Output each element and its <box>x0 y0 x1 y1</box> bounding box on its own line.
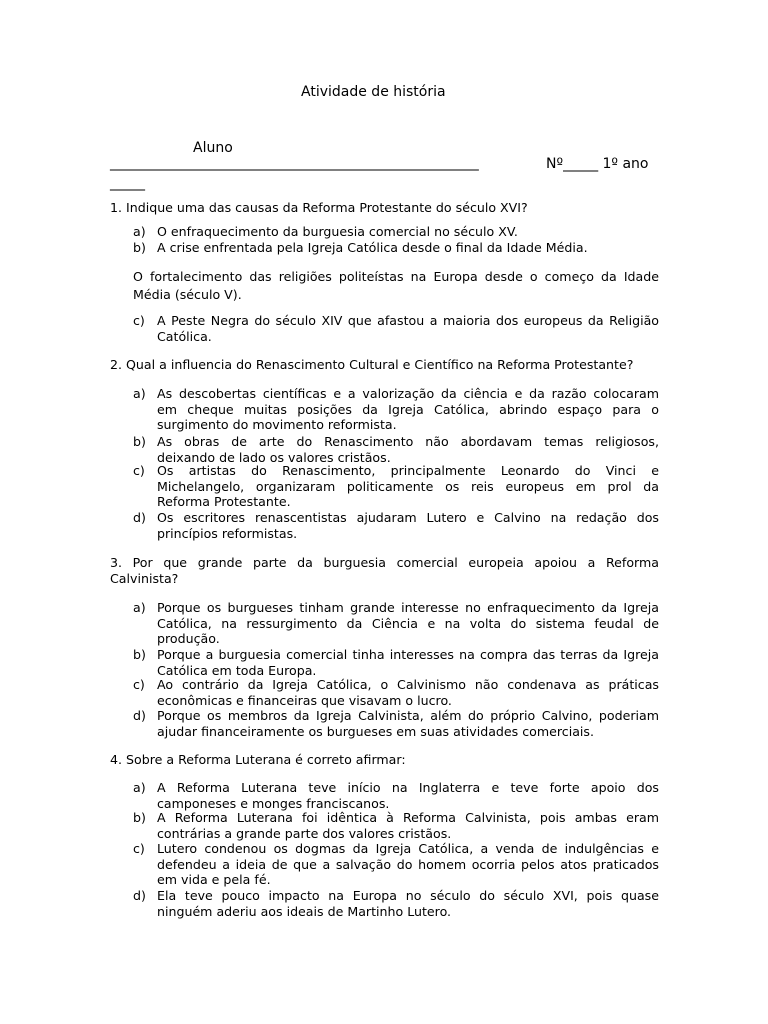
question-1: 1. Indique uma das causas da Reforma Protestante do século XVI? <box>110 200 528 215</box>
question-4: 4. Sobre a Reforma Luterana é correto afirmar: <box>110 752 406 767</box>
question-2: 2. Qual a influencia do Renascimento Cultural e Científico na Reforma Protestante? <box>110 357 634 372</box>
trailing-blank-line: _____ <box>110 175 145 191</box>
page-title: Atividade de história <box>301 84 446 100</box>
number-and-grade: Nº_____ 1º ano <box>546 156 649 172</box>
aluno-label: Aluno <box>193 140 233 156</box>
q1-extra-paragraph: O fortalecimento das religiões politeístas na Europa desde o começo da Idade Média (século V). <box>133 269 659 302</box>
name-blank-line: _______________________________________________________ <box>110 155 479 171</box>
question-3: 3. Por que grande parte da burguesia comercial europeia apoiou a Reforma Calvinista? <box>110 555 659 586</box>
